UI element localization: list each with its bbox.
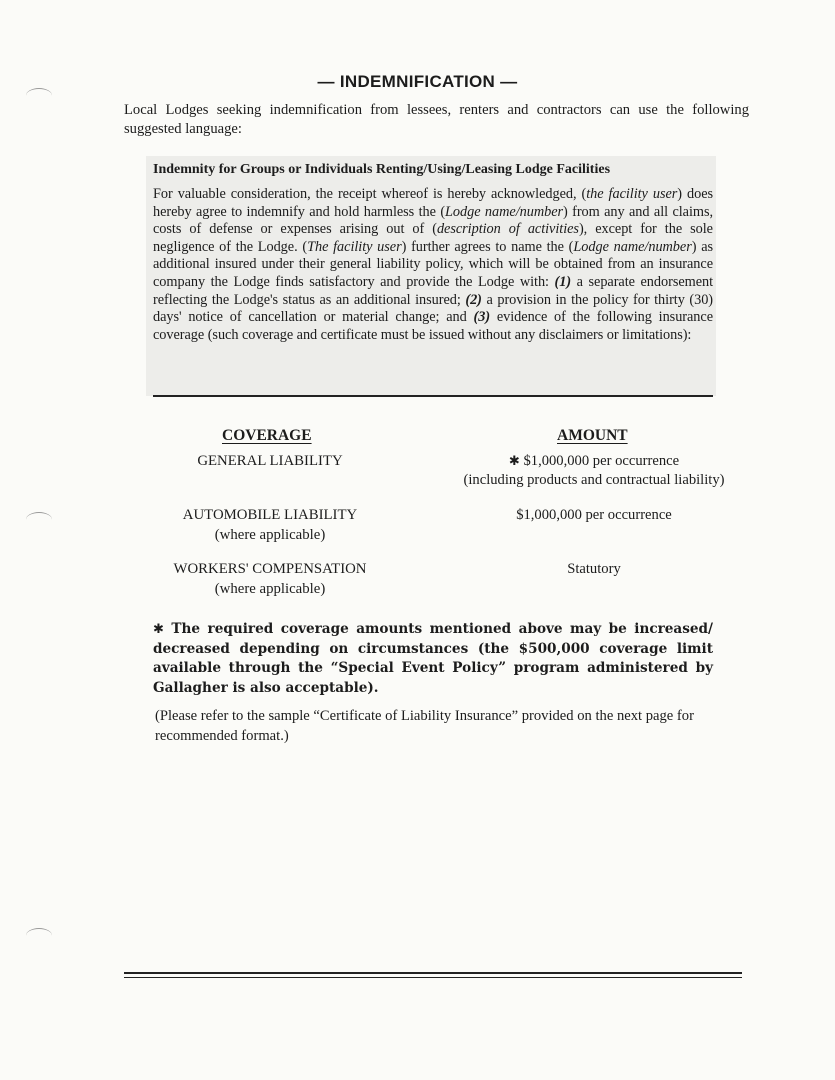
coverage-workers-compensation: WORKERS' COMPENSATION (where applicable) bbox=[173, 561, 367, 597]
coverage-general-liability: GENERAL LIABILITY bbox=[197, 453, 343, 469]
indemnity-divider bbox=[153, 395, 713, 397]
punch-hole-bottom bbox=[26, 928, 52, 943]
indemnity-text: For valuable consideration, the receipt whereof is hereby acknowledged, (the facility user) does hereby agree to indemnify and hold harmless the (Lodge name/number) from any and all claims, costs of defense or expenses arising out of (description of activities), except for the sole negligence of the Lodge. (The facility user) further agrees to name the (Lodge name/number) as additional insured under their general liability policy, which will be obtained from an insurance company the Lodge finds satisfactory and provide the Lodge with: (1) a separate endorsement reflecting the Lodge's status as an additional insured; (2) a provision in the policy for thirty (30) days' notice of cancellation or material change; and (3) evidence of the following insurance coverage (such coverage and certificate must be issued without any disclaimers or limitations): bbox=[153, 186, 714, 343]
indemnity-heading: Indemnity for Groups or Individuals Renting/Using/Leasing Lodge Facilities bbox=[153, 162, 611, 177]
amount-workers-compensation: Statutory bbox=[567, 561, 621, 577]
page-title: — INDEMNIFICATION — bbox=[317, 72, 518, 91]
coverage-automobile-liability: AUTOMOBILE LIABILITY (where applicable) bbox=[182, 507, 358, 543]
amount-general-liability: ✱ $1,000,000 per occurrence (including products and contractual liability) bbox=[463, 453, 725, 488]
punch-hole-middle bbox=[26, 512, 52, 527]
amount-automobile-liability: $1,000,000 per occurrence bbox=[516, 507, 672, 523]
refer-paragraph: (Please refer to the sample “Certificate of Liability Insurance” provided on the next page for recommended format.) bbox=[155, 708, 694, 744]
asterisk-icon: ✱ bbox=[508, 454, 520, 469]
amount-header: AMOUNT bbox=[557, 427, 628, 444]
footer-double-rule bbox=[124, 972, 742, 978]
asterisk-icon: ✱ bbox=[153, 622, 164, 637]
coverage-header: COVERAGE bbox=[222, 427, 312, 444]
intro-paragraph: Local Lodges seeking indemnification from lessees, renters and contractors can use the following suggested language: bbox=[124, 102, 749, 137]
coverage-note: ✱ The required coverage amounts mentioned above may be increased/ decreased depending on circumstances (the $500,000 coverage limit available through the “Special Event Policy” program administered by Gallagher is also acceptable). bbox=[153, 621, 713, 696]
